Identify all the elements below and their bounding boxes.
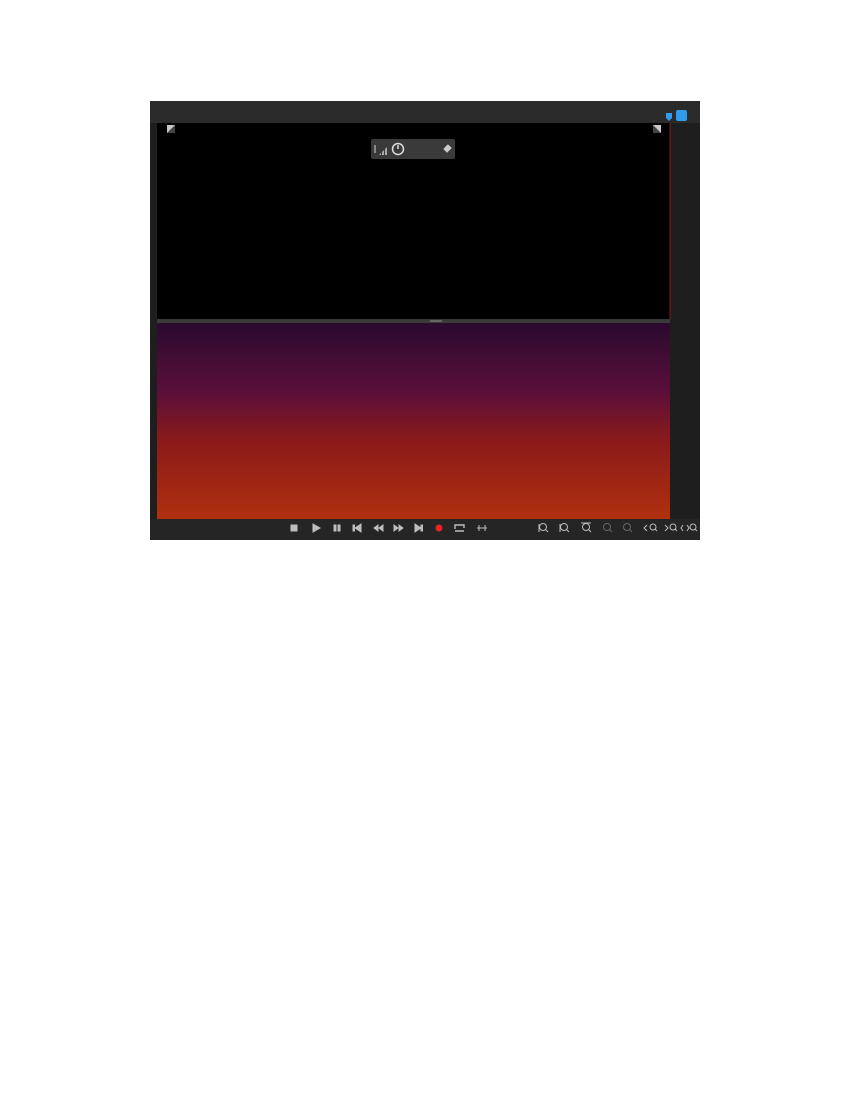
hz-scale-ruler [670, 323, 700, 519]
snap-icon[interactable] [676, 110, 687, 121]
drag-handle-icon[interactable] [374, 145, 376, 153]
stop-icon[interactable] [291, 525, 297, 531]
transport-bar [150, 519, 700, 540]
hud-gain-control[interactable] [371, 139, 455, 159]
panel-splitter[interactable] [157, 319, 670, 323]
record-icon[interactable] [436, 525, 443, 532]
audio-editor-figure [150, 101, 700, 540]
time-ruler[interactable] [150, 101, 700, 123]
db-scale-ruler [670, 123, 700, 319]
spectrogram-panel[interactable] [157, 323, 670, 519]
